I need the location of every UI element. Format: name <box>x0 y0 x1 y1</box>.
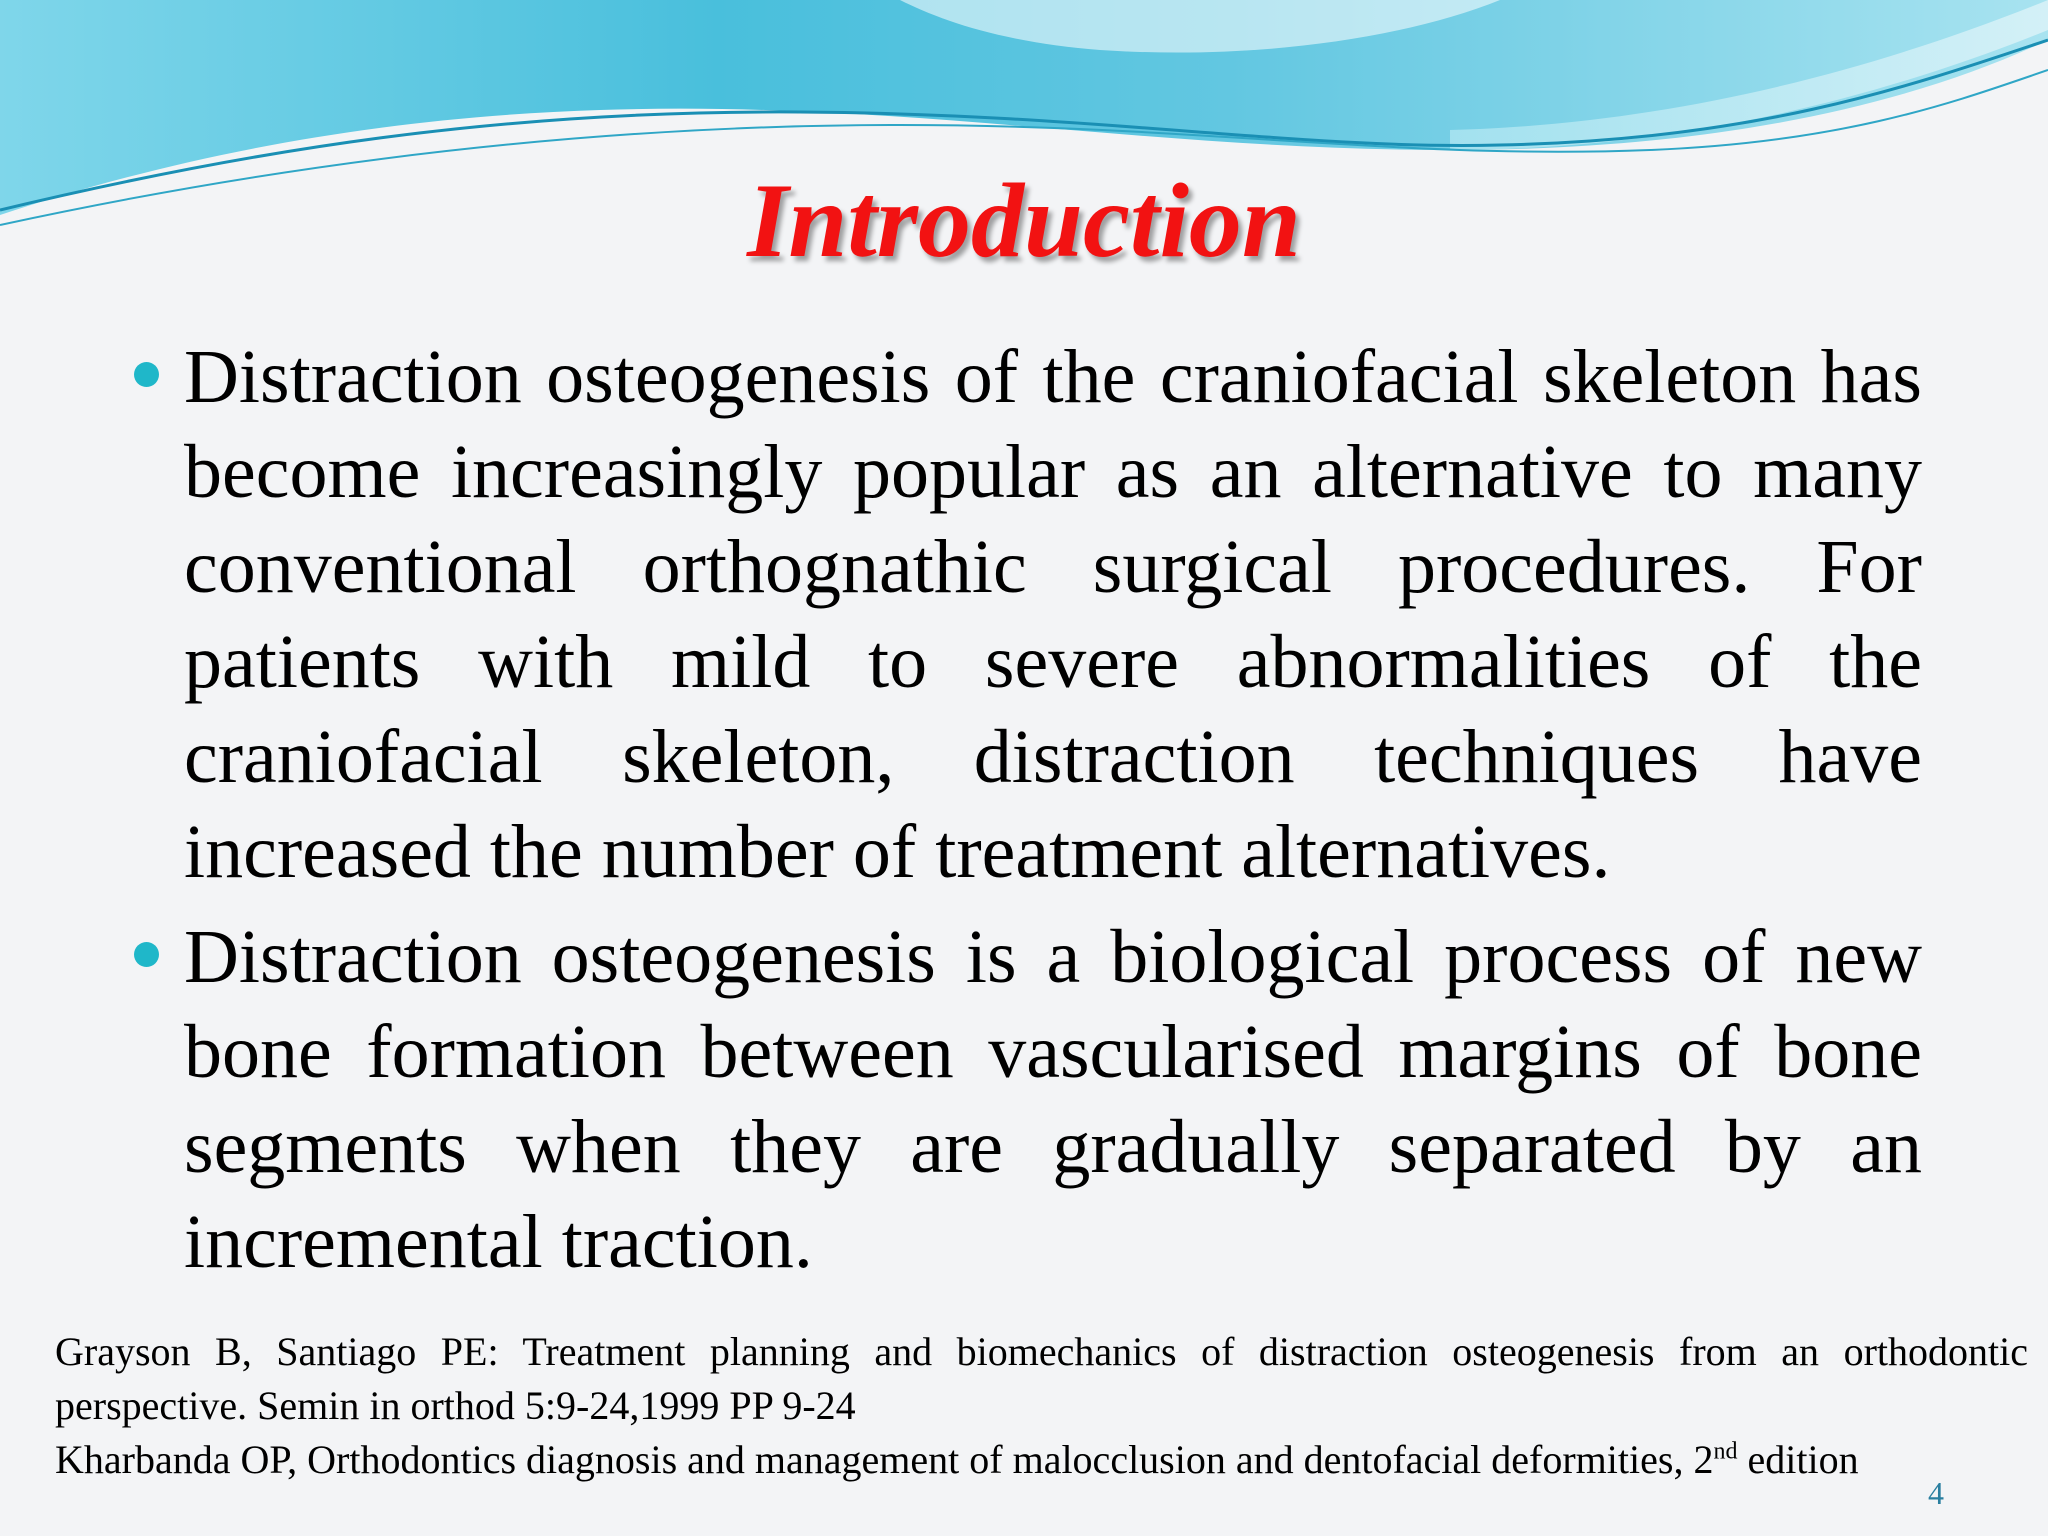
bullet-dot-icon <box>134 942 159 967</box>
reference-1: Grayson B, Santiago PE: Treatment planning and biomechanics of distraction osteogenesis from an orthodontic perspective. Semin in orthod 5:9-24,1999 PP 9-24 <box>55 1329 2028 1428</box>
slide-title: Introduction <box>747 162 1301 279</box>
reference-2-main: Kharbanda OP, Orthodontics diagnosis and management of malocclusion and dentofacial deformities, 2 <box>55 1437 1714 1482</box>
bullet-item <box>128 910 1922 1290</box>
bullet-dot-icon <box>134 362 159 387</box>
bullet-text: Distraction osteogenesis is a biological process of new bone formation between vascularised margins of bone segments when they are gradually separated by an incremental traction. <box>184 915 1922 1284</box>
reference-2 <box>55 1433 2028 1487</box>
bullet-item <box>128 330 1922 900</box>
reference-2-tail: edition <box>1737 1437 1859 1482</box>
bullet-text: Distraction osteogenesis of the craniofacial skeleton has become increasingly popular as an alternative to many conventional orthognathic surgical procedures. For patients with mild to severe abnormalities of the craniofacial skeleton, distraction techniques have increased the number of treatment alternatives. <box>184 335 1922 894</box>
references <box>55 1325 2028 1487</box>
slide-number: 4 <box>1928 1475 1944 1511</box>
reference-2-superscript: nd <box>1713 1438 1738 1465</box>
bullet-list <box>128 330 1922 1300</box>
